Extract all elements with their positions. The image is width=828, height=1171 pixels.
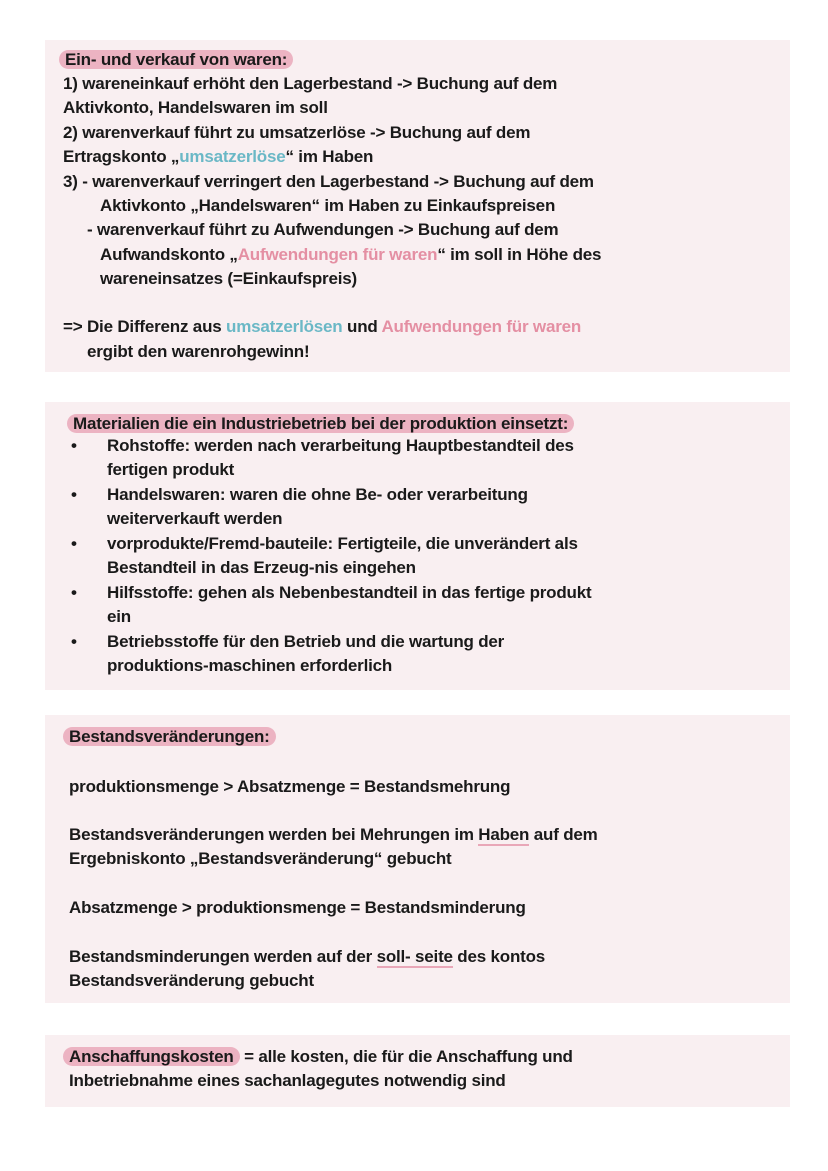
text-line: Inbetriebnahme eines sachanlagegutes notwendig sind xyxy=(69,1071,506,1090)
text: “ im soll in Höhe des xyxy=(437,245,602,264)
list-item: Handelswaren: waren die ohne Be- oder verarbeitung xyxy=(107,485,528,504)
section-bestandsveraenderungen xyxy=(45,715,790,1003)
conclusion-line xyxy=(63,315,581,339)
section-waren xyxy=(45,40,790,372)
section-anschaffungskosten xyxy=(45,1035,790,1107)
text: des kontos xyxy=(452,947,546,966)
text-line xyxy=(100,243,601,267)
conclusion-line: ergibt den warenrohgewinn! xyxy=(87,342,310,361)
text: und xyxy=(342,317,382,336)
text-line: Aktivkonto, Handelswaren im soll xyxy=(63,98,328,117)
list-item: produktions-maschinen erforderlich xyxy=(107,656,393,675)
list-item: weiterverkauft werden xyxy=(107,509,283,528)
text-line xyxy=(63,145,373,169)
text-line: Ergebniskonto „Bestandsveränderung“ gebucht xyxy=(69,849,452,868)
section-title: Anschaffungskosten xyxy=(63,1047,240,1066)
text-line xyxy=(69,1045,573,1069)
list-item: Rohstoffe: werden nach verarbeitung Hauptbestandteil des xyxy=(107,436,574,455)
section-title: Bestandsveränderungen: xyxy=(63,727,276,746)
list-item: Betriebsstoffe für den Betrieb und die wartung der xyxy=(107,632,505,651)
list-item: Bestandteil in das Erzeug-nis eingehen xyxy=(107,558,416,577)
list-item: vorprodukte/Fremd-bauteile: Fertigteile, die unverändert als xyxy=(107,534,578,553)
text-line: Absatzmenge > produktionsmenge = Bestandsminderung xyxy=(69,898,526,917)
list-item: ein xyxy=(107,607,131,626)
text: auf dem xyxy=(529,825,598,844)
text: => Die Differenz aus xyxy=(63,317,227,336)
text-line: - warenverkauf führt zu Aufwendungen -> Buchung auf dem xyxy=(87,220,559,239)
bullet-icon: • xyxy=(71,534,77,553)
text-line xyxy=(69,823,598,847)
section-title: Ein- und verkauf von waren: xyxy=(59,50,293,69)
highlight-term: Aufwendungen für waren xyxy=(237,245,438,264)
text-line: Aktivkonto „Handelswaren“ im Haben zu Einkaufspreisen xyxy=(100,196,556,215)
text: Ertragskonto „ xyxy=(63,147,180,166)
underlined-term: Haben xyxy=(478,825,530,844)
text-line: 3) - warenverkauf verringert den Lagerbestand -> Buchung auf dem xyxy=(63,172,594,191)
underlined-term: soll- seite xyxy=(376,947,453,966)
section-title: Materialien die ein Industriebetrieb bei der produktion einsetzt: xyxy=(67,414,574,433)
text-line: 2) warenverkauf führt zu umsatzerlöse -> Buchung auf dem xyxy=(63,123,531,142)
highlight-term: Aufwendungen für waren xyxy=(381,317,582,336)
text-line: wareneinsatzes (=Einkaufspreis) xyxy=(100,269,357,288)
text-line xyxy=(69,945,545,969)
text-line: 1) wareneinkauf erhöht den Lagerbestand -> Buchung auf dem xyxy=(63,74,558,93)
text-line: Bestandsveränderung gebucht xyxy=(69,971,314,990)
list-item: Hilfsstoffe: gehen als Nebenbestandteil in das fertige produkt xyxy=(107,583,592,602)
text: Bestandsveränderungen werden bei Mehrungen im xyxy=(69,825,479,844)
text: Aufwandskonto „ xyxy=(100,245,238,264)
list-item: fertigen produkt xyxy=(107,460,235,479)
highlight-term: umsatzerlösen xyxy=(226,317,343,336)
highlight-term: umsatzerlöse xyxy=(179,147,286,166)
text: Bestandsminderungen werden auf der xyxy=(69,947,377,966)
text: = alle kosten, die für die Anschaffung und xyxy=(239,1047,573,1066)
bullet-icon: • xyxy=(71,632,77,651)
bullet-icon: • xyxy=(71,583,77,602)
bullet-icon: • xyxy=(71,485,77,504)
text: “ im Haben xyxy=(285,147,374,166)
bullet-icon: • xyxy=(71,436,77,455)
section-materialien xyxy=(45,402,790,690)
text-line: produktionsmenge > Absatzmenge = Bestandsmehrung xyxy=(69,777,511,796)
